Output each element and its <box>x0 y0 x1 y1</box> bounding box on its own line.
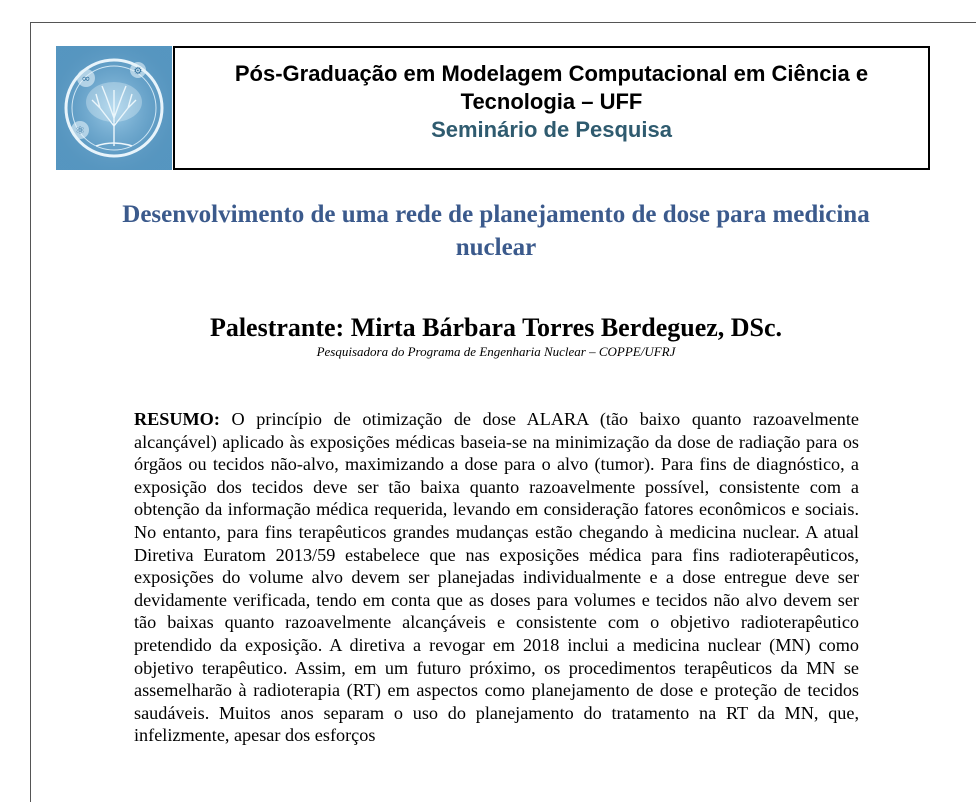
program-name: Pós-Graduação em Modelagem Computacional em Ciência e Tecnologia – UFF <box>234 61 869 114</box>
abstract-text: O princípio de otimização de dose ALARA (tão baixo quanto razoavelmente alcançável) aplicado às exposições médicas baseia-se na minimização da dose de radiação para os órgãos ou tecidos não-alvo, maximizando a dose para o alvo (tumor). Para fins de diagnóstico, a exposição dos tecidos deve ser tão baixa quanto razoavelmente possível, consistente com a obtenção da informação médica requerida, levando em consideração fatores econômicos e sociais. No entanto, para fins terapêuticos grandes mudanças estão chegando à medicina nuclear. A atual Diretiva Euratom 2013/59 estabelece que nas exposições médica para fins radioterapêuticos, exposições do volume alvo devem ser planejadas individualmente e a dose entregue deve ser devidamente verificada, tendo em conta que as doses para volumes e tecidos não alvo devem ser tão baixas quanto razoavelmente alcançáveis e consistente com o objetivo radioterapêutico pretendido da exposição. A diretiva a revogar em 2018 inclui a medicina nuclear (MN) como objetivo terapêutico. Assim, em um futuro próximo, os procedimentos terapêuticos da MN se assemelharão à radioterapia (RT) em aspectos como planejamento de dose e proteção de tecidos saudáveis. Muitos anos separam o uso do planejamento do tratamento na RT da MN, que, infelizmente, apesar dos esforços <box>134 409 859 746</box>
program-logo <box>56 46 172 170</box>
seminar-title: Desenvolvimento de uma rede de planejamento de dose para medicina nuclear <box>122 201 870 261</box>
header-box <box>173 46 930 170</box>
speaker-affiliation: Pesquisadora do Programa de Engenharia Nuclear – COPPE/UFRJ <box>316 344 676 359</box>
speaker-line: Palestrante: Mirta Bárbara Torres Berdeguez, DSc. <box>209 313 783 342</box>
svg-text:⚛: ⚛ <box>75 124 85 137</box>
abstract-label: RESUMO: <box>134 409 220 429</box>
abstract <box>134 408 859 747</box>
event-name: Seminário de Pesquisa <box>431 117 672 142</box>
svg-text:∞: ∞ <box>81 72 91 85</box>
svg-text:⚙: ⚙ <box>133 66 143 77</box>
